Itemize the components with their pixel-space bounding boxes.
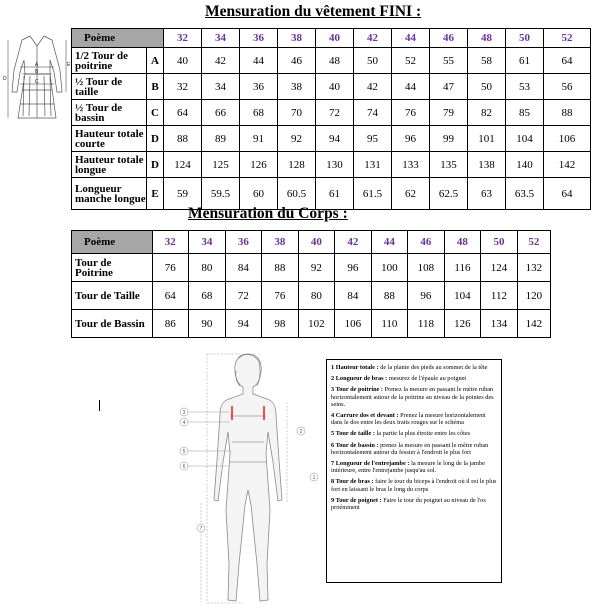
table-cell: 70	[278, 100, 316, 126]
row-label: Tour de Bassin	[72, 310, 153, 338]
model-name-header: Poème	[72, 29, 164, 48]
table-cell: 72	[225, 282, 262, 310]
legend-text: Faire le tour du poignet au niveau de l'os proéminent	[331, 496, 486, 512]
legend-text: de la plante des pieds au sommet de la tête	[380, 364, 488, 371]
table-cell: 72	[316, 100, 354, 126]
table-cell: 50	[354, 48, 392, 74]
row-label: Hauteur totale courte	[72, 126, 147, 152]
legend-item	[331, 412, 497, 426]
table-cell: 142	[544, 152, 591, 178]
table-cell: 44	[240, 48, 278, 74]
table-cell: 63	[468, 178, 506, 210]
table-cell: 132	[517, 254, 550, 282]
table-cell: 126	[444, 310, 481, 338]
table-cell: 106	[544, 126, 591, 152]
table-cell: 88	[164, 126, 202, 152]
table-cell: 106	[335, 310, 372, 338]
sketch-letter-e: E	[67, 62, 71, 68]
table-header-row	[72, 231, 551, 254]
table-row	[72, 310, 551, 338]
sketch-letter-c: C	[35, 79, 39, 85]
table-cell: 55	[430, 48, 468, 74]
table-cell: 124	[481, 254, 518, 282]
table-cell: 61	[316, 178, 354, 210]
row-label: ½ Tour de taille	[72, 74, 147, 100]
table-cell: 40	[164, 48, 202, 74]
table-cell: 120	[517, 282, 550, 310]
table-cell: 64	[544, 178, 591, 210]
size-header: 52	[517, 231, 550, 254]
size-header: 46	[408, 231, 445, 254]
legend-item	[331, 478, 497, 492]
table-cell: 95	[354, 126, 392, 152]
size-header: 38	[278, 29, 316, 48]
legend-number: 9	[331, 496, 335, 504]
table-cell: 76	[392, 100, 430, 126]
table-cell: 76	[262, 282, 299, 310]
table-cell: 68	[240, 100, 278, 126]
table-cell: 42	[202, 48, 240, 74]
table-cell: 99	[430, 126, 468, 152]
sketch-letter-d: D	[3, 76, 7, 82]
table-cell: 36	[240, 74, 278, 100]
size-header: 36	[240, 29, 278, 48]
table-cell: 88	[262, 254, 299, 282]
table-cell: 47	[430, 74, 468, 100]
row-code: E	[147, 178, 164, 210]
table-cell: 84	[225, 254, 262, 282]
legend-term: Tour de taille :	[335, 430, 375, 438]
legend-number: 6	[331, 441, 335, 449]
size-header: 40	[316, 29, 354, 48]
table-cell: 140	[506, 152, 544, 178]
size-header: 52	[544, 29, 591, 48]
measurement-legend	[326, 359, 502, 583]
table-cell: 100	[371, 254, 408, 282]
size-header: 50	[481, 231, 518, 254]
table-row	[72, 282, 551, 310]
table-cell: 89	[202, 126, 240, 152]
table-cell: 108	[408, 254, 445, 282]
table-cell: 135	[430, 152, 468, 178]
table-cell: 98	[262, 310, 299, 338]
table-cell: 82	[468, 100, 506, 126]
table-cell: 133	[392, 152, 430, 178]
row-code: D	[147, 152, 164, 178]
legend-number: 8	[331, 478, 335, 486]
legend-term: Carrure dos et devant :	[335, 412, 399, 420]
table-cell: 125	[202, 152, 240, 178]
table-row	[72, 74, 591, 100]
table-cell: 96	[335, 254, 372, 282]
table-cell: 63.5	[506, 178, 544, 210]
legend-term: Hauteur totale :	[335, 364, 379, 371]
legend-term: Tour de bras :	[335, 478, 374, 486]
table-cell: 74	[354, 100, 392, 126]
table-cell: 48	[316, 48, 354, 74]
legend-text: la partie la plus étroite entre les côtes	[376, 430, 471, 438]
table-cell: 134	[481, 310, 518, 338]
table-cell: 76	[152, 254, 189, 282]
table-cell: 142	[517, 310, 550, 338]
table-cell: 96	[392, 126, 430, 152]
table-cell: 62	[392, 178, 430, 210]
legend-number: 4	[331, 412, 335, 420]
garment-section-title: Mensuration du vêtement FINI :	[205, 3, 422, 20]
text-cursor	[99, 400, 100, 411]
table-cell: 92	[298, 254, 335, 282]
table-cell: 38	[278, 74, 316, 100]
legend-item	[331, 442, 497, 456]
size-header: 40	[298, 231, 335, 254]
size-header: 36	[225, 231, 262, 254]
table-cell: 130	[316, 152, 354, 178]
legend-item	[331, 386, 497, 408]
table-cell: 42	[354, 74, 392, 100]
body-section-title: Mensuration du Corps :	[188, 205, 348, 222]
legend-number: 2	[331, 375, 335, 383]
body-measurement-figure	[173, 350, 323, 612]
figure-marker-5: 5	[182, 449, 186, 455]
table-cell: 85	[506, 100, 544, 126]
figure-marker-3: 3	[182, 410, 186, 416]
legend-number: 1	[331, 364, 335, 371]
row-code: D	[147, 126, 164, 152]
sketch-letter-a: A	[35, 62, 39, 68]
table-row	[72, 254, 551, 282]
table-cell: 44	[392, 74, 430, 100]
table-cell: 32	[164, 74, 202, 100]
table-cell: 64	[544, 48, 591, 74]
table-cell: 131	[354, 152, 392, 178]
table-cell: 84	[335, 282, 372, 310]
table-cell: 118	[408, 310, 445, 338]
legend-text: Prenez la mesure horizontalement dans le dos entre les deux traits rouges sur le schéma	[331, 412, 486, 427]
size-header: 38	[262, 231, 299, 254]
row-label: Tour de Poitrine	[72, 254, 153, 282]
row-label: Hauteur totale longue	[72, 152, 147, 178]
table-cell: 50	[468, 74, 506, 100]
table-cell: 104	[444, 282, 481, 310]
body-measurements-table	[71, 230, 551, 338]
figure-marker-2: 2	[299, 429, 303, 435]
legend-number: 3	[331, 386, 335, 394]
size-header: 48	[468, 29, 506, 48]
table-cell: 58	[468, 48, 506, 74]
table-cell: 46	[278, 48, 316, 74]
table-cell: 80	[298, 282, 335, 310]
table-row	[72, 126, 591, 152]
table-cell: 68	[189, 282, 226, 310]
row-label: Tour de Taille	[72, 282, 153, 310]
table-cell: 88	[371, 282, 408, 310]
table-cell: 110	[371, 310, 408, 338]
row-label: 1/2 Tour de poitrine	[72, 48, 147, 74]
table-cell: 40	[316, 74, 354, 100]
table-cell: 62.5	[430, 178, 468, 210]
legend-term: Tour de poitrine :	[335, 386, 384, 394]
size-header: 34	[202, 29, 240, 48]
size-header: 44	[392, 29, 430, 48]
row-code: A	[147, 48, 164, 74]
table-header-row	[72, 29, 591, 48]
row-label: ½ Tour de bassin	[72, 100, 147, 126]
table-cell: 112	[481, 282, 518, 310]
table-row	[72, 100, 591, 126]
table-cell: 61	[506, 48, 544, 74]
table-cell: 102	[298, 310, 335, 338]
table-cell: 64	[164, 100, 202, 126]
legend-term: Longueur de l'entrejambe :	[335, 460, 410, 468]
table-cell: 60.5	[278, 178, 316, 210]
size-header: 32	[152, 231, 189, 254]
figure-marker-6: 6	[182, 464, 186, 470]
size-header: 34	[189, 231, 226, 254]
table-cell: 64	[152, 282, 189, 310]
legend-item	[331, 375, 497, 382]
table-row	[72, 48, 591, 74]
row-label: Longueur manche longue	[72, 178, 147, 210]
table-cell: 91	[240, 126, 278, 152]
table-cell: 124	[164, 152, 202, 178]
table-cell: 104	[506, 126, 544, 152]
legend-text: prenez la mesure en passant le mètre ruban horizontalement autour du fessier à l'endroit le plus fort	[331, 441, 489, 456]
table-cell: 94	[225, 310, 262, 338]
legend-text: Prenez la mesure en passant le mètre ruban horizontalement autour de la poitrine au niveau de la pointes des seins.	[331, 386, 494, 408]
size-header: 46	[430, 29, 468, 48]
legend-number: 5	[331, 430, 335, 438]
table-cell: 96	[408, 282, 445, 310]
legend-text: faire le tour du biceps à l'endroit où il est le plus fort en laissant le bras le long du corps	[331, 478, 497, 493]
table-cell: 60	[240, 178, 278, 210]
model-name-header: Poème	[72, 231, 153, 254]
figure-marker-4: 4	[182, 420, 186, 426]
table-cell: 59	[164, 178, 202, 210]
size-header: 32	[164, 29, 202, 48]
table-cell: 59.5	[202, 178, 240, 210]
size-header: 50	[506, 29, 544, 48]
table-cell: 52	[392, 48, 430, 74]
legend-item	[331, 430, 497, 437]
table-cell: 88	[544, 100, 591, 126]
legend-number: 7	[331, 460, 335, 468]
size-header: 42	[335, 231, 372, 254]
table-cell: 128	[278, 152, 316, 178]
dress-sketch-illustration	[0, 30, 74, 125]
sketch-letter-b: B	[35, 69, 39, 75]
table-cell: 94	[316, 126, 354, 152]
figure-marker-1: 1	[312, 475, 316, 481]
size-header: 42	[354, 29, 392, 48]
table-cell: 90	[189, 310, 226, 338]
size-header: 48	[444, 231, 481, 254]
table-row	[72, 152, 591, 178]
legend-text: la mesure le long de la jambe intérieure, entre l'entrejambe jusqu'au sol.	[331, 460, 485, 475]
table-cell: 56	[544, 74, 591, 100]
legend-item	[331, 460, 497, 474]
table-cell: 80	[189, 254, 226, 282]
table-cell: 116	[444, 254, 481, 282]
legend-term: Tour de poignet :	[335, 496, 382, 504]
table-cell: 126	[240, 152, 278, 178]
legend-text: mesurez de l'épaule au poignet	[388, 375, 467, 383]
legend-item	[331, 497, 497, 511]
garment-measurements-table	[71, 28, 591, 210]
row-code: C	[147, 100, 164, 126]
table-cell: 101	[468, 126, 506, 152]
table-cell: 138	[468, 152, 506, 178]
table-cell: 86	[152, 310, 189, 338]
table-cell: 61.5	[354, 178, 392, 210]
table-cell: 66	[202, 100, 240, 126]
legend-term: Tour de bassin :	[335, 441, 379, 449]
table-cell: 34	[202, 74, 240, 100]
row-code: B	[147, 74, 164, 100]
table-cell: 53	[506, 74, 544, 100]
table-cell: 79	[430, 100, 468, 126]
legend-item	[331, 364, 497, 371]
figure-marker-7: 7	[199, 526, 203, 532]
size-header: 44	[371, 231, 408, 254]
legend-term: Longueur de bras :	[335, 375, 388, 383]
table-cell: 92	[278, 126, 316, 152]
